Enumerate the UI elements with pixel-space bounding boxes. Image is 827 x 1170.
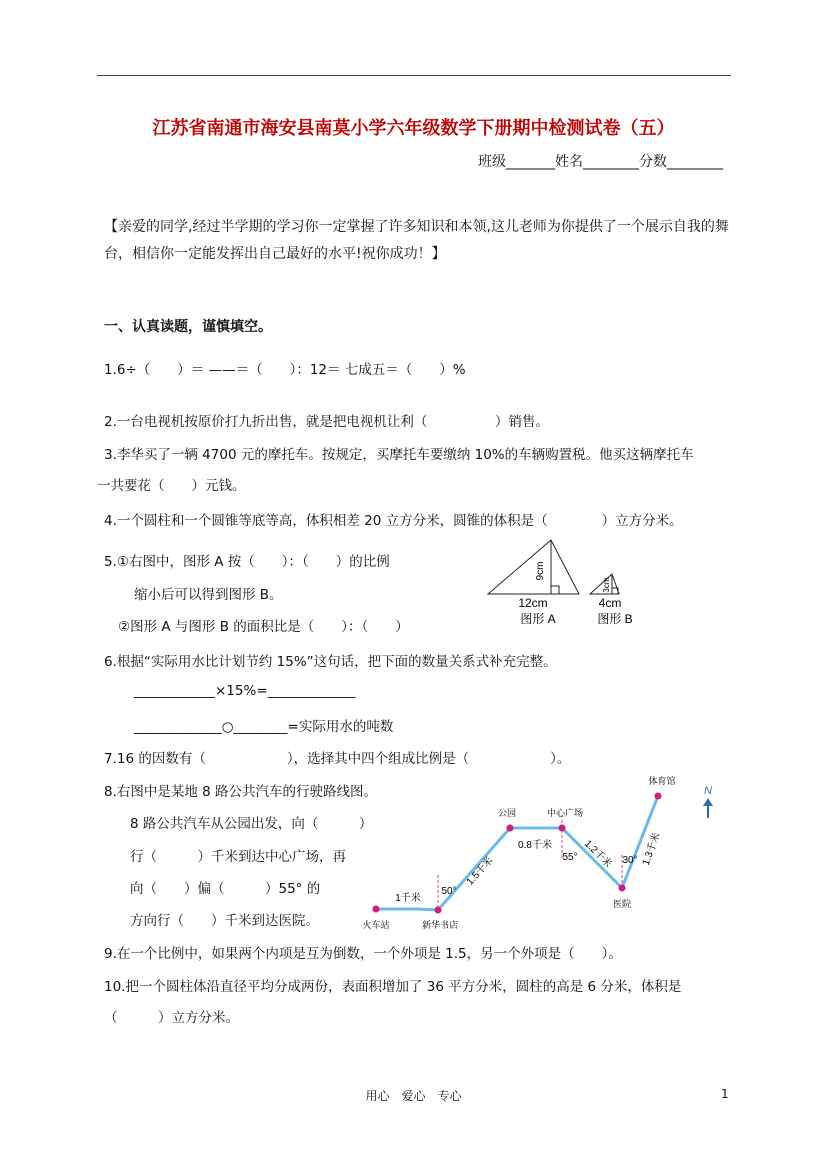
north-label: N [704,785,712,797]
question-8: 8.右图中是某地 8 路公共汽车的行驶路线图。 [104,784,378,800]
question-9: 9.在一个比例中，如果两个内项是互为倒数，一个外项是 1.5，另一个外项是（ ）。 [104,946,622,962]
question-6-line1: ____________×15%=_____________ [134,683,356,699]
page-number: 1 [721,1087,729,1101]
intro-paragraph: 【亲爱的同学,经过半学期的学习你一定掌握了许多知识和本领,这儿老师为你提供了一个展示自我的舞台，相信你一定能发挥出自己最好的水平!祝你成功！】 [104,219,729,262]
question-3: 3.李华买了一辆 4700 元的摩托车。按规定，买摩托车要缴纳 10%的车辆购置税。他买这辆摩托车 [104,447,694,463]
stop-marker [373,906,380,913]
north-arrow-head [703,798,713,806]
question-8-line1: 8 路公共汽车从公园出发，向（ ） [130,816,373,832]
stop-marker [619,885,626,892]
bus-route-map [360,770,730,935]
question-10-cont: （ ）立方分米。 [104,1010,239,1026]
question-8-line4: 方向行（ ）千米到达医院。 [130,913,319,929]
stop-marker [507,825,514,832]
header-rule [97,75,731,76]
distance-label: 0.8千米 [518,840,552,851]
page-title: 江苏省南通市海安县南莫小学六年级数学下册期中检测试卷（五） [152,118,675,139]
question-5-part1: 5.①右图中，图形 A 按（ ）：（ ）的比例 [104,554,390,570]
angle-label: 30° [622,855,638,866]
triangle-a-height-label: 9cm [535,561,546,581]
triangle-b-label: 图形 B [597,612,633,626]
distance-label: 1.3千米 [640,831,663,867]
question-4: 4.一个圆柱和一个圆锥等底等高，体积相差 20 立方分米，圆锥的体积是（ ）立方分米。 [104,513,683,529]
stop-label: 火车站 [362,920,390,930]
question-3-cont: 一共要花（ ）元钱。 [97,478,246,494]
triangle-b-base-label: 4cm [598,596,622,610]
distance-label: 1千米 [395,893,421,904]
question-10: 10.把一个圆柱体沿直径平均分成两份，表面积增加了 36 平方分米，圆柱的高是 6 分米，体积是 [104,979,682,995]
triangle-a-label: 图形 A [520,612,556,626]
triangle-b-height-label: 3cm [602,577,611,593]
stop-marker [559,825,566,832]
angle-label: 55° [562,852,578,863]
distance-label: 1.5千米 [464,855,496,888]
question-2: 2.一台电视机按原价打九折出售，就是把电视机让利（ ）销售。 [104,414,549,430]
section-heading: 一、认真读题，谨慎填空。 [104,319,272,335]
question-7: 7.16 的因数有（ ），选择其中四个组成比例是（ ）。 [104,751,571,767]
footer-motto: 用心 爱心 专心 [365,1089,462,1103]
question-1: 1.6÷（ ）＝ ——＝（ ）：12＝ 七成五＝（ ）% [104,362,466,378]
stop-label: 医院 [612,899,632,909]
north-arrow-icon [703,785,713,818]
question-5-part1-cont: 缩小后可以得到图形 B。 [134,587,283,603]
question-8-line3: 向（ ）偏（ ）55° 的 [130,881,321,897]
question-8-line2: 行（ ）千米到达中心广场，再 [130,849,346,865]
stop-marker [435,907,442,914]
angle-label: 50° [441,886,457,897]
stop-label: 新华书店 [421,920,459,930]
question-6: 6.根据“实际用水比计划节约 15%”这句话，把下面的数量关系式补充完整。 [104,654,557,670]
stop-marker [655,793,662,800]
question-5-part2: ②图形 A 与图形 B 的面积比是（ ）：（ ） [118,619,409,635]
stop-label: 公园 [497,808,517,818]
stop-label: 中心广场 [546,808,584,818]
triangle-a [488,540,579,594]
right-angle-mark [551,586,559,594]
stop-label: 体育馆 [648,776,676,786]
question-6-line2: _____________○________=实际用水的吨数 [134,719,394,735]
triangle-figure [480,535,655,630]
distance-label: 1.2千米 [581,838,614,871]
triangle-a-base-label: 12cm [518,596,548,610]
student-info-fields: 班级_______姓名________分数________ [478,154,723,170]
